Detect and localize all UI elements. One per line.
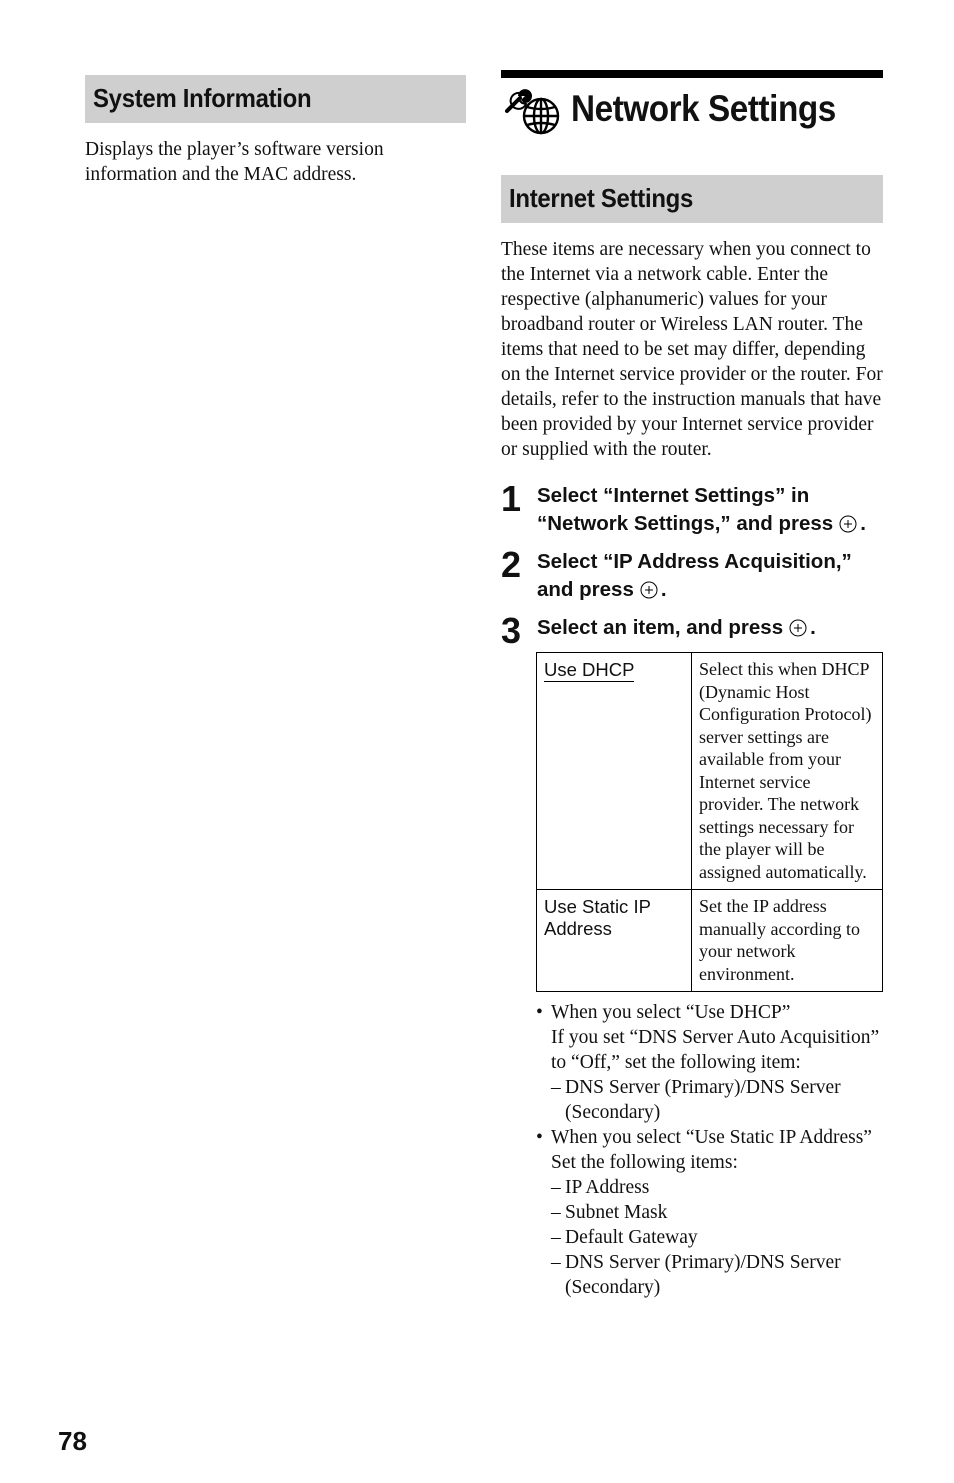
note-item: – Default Gateway <box>551 1225 883 1250</box>
system-information-body: Displays the player’s software version information and the MAC address. <box>85 139 384 185</box>
step-2 <box>501 544 883 604</box>
step-end: . <box>810 616 816 639</box>
internet-settings-intro: These items are necessary when you connect to the Internet via a network cable. Enter the respective (alphanumeric) values for your broadband router or Wireless LAN router. The items that need to be set may differ, depending on the Internet service provider or the router. For details, refer to the instruction manuals that have been provided by your Internet service provider or supplied with the router. <box>501 239 883 460</box>
note-item: – IP Address <box>551 1175 883 1200</box>
option-name-use-static-ip: Use Static IP Address <box>537 890 692 992</box>
step-text: Select an item, and press <box>537 616 784 639</box>
note-use-dhcp <box>536 1000 883 1125</box>
note-item: – DNS Server (Primary)/DNS Server (Secondary) <box>551 1250 883 1300</box>
option-desc-use-dhcp: Select this when DHCP (Dynamic Host Configuration Protocol) server settings are available from your Internet service provider. The network settings necessary for the player will be assigned automatically. <box>692 653 883 890</box>
step-number: 2 <box>501 544 522 585</box>
option-desc-use-static-ip: Set the IP address manually according to your network environment. <box>692 890 883 992</box>
enter-button-icon <box>640 581 658 599</box>
step-end: . <box>660 578 667 601</box>
step-end: . <box>860 512 866 535</box>
table-row <box>537 653 883 890</box>
note-body: If you set “DNS Server Auto Acquisition” to “Off,” set the following item: <box>551 1027 880 1073</box>
note-item: – DNS Server (Primary)/DNS Server (Secondary) <box>551 1075 883 1125</box>
step-text: Select “IP Address Acquisition,” and press <box>537 550 852 601</box>
step-3 <box>501 610 883 651</box>
note-item: – Subnet Mask <box>551 1200 883 1225</box>
right-column <box>501 70 883 1300</box>
note-body: Set the following items: <box>551 1152 738 1173</box>
notes-list <box>536 1000 883 1300</box>
step-text: Select “Internet Settings” in “Network Settings,” and press <box>537 484 834 535</box>
steps-list <box>501 478 883 651</box>
option-name-use-dhcp: Use DHCP <box>544 659 635 680</box>
step-1 <box>501 478 883 538</box>
note-heading: • When you select “Use DHCP” <box>551 1002 791 1023</box>
system-information-heading: System Information <box>85 75 466 123</box>
page-title: Network Settings <box>571 88 836 129</box>
table-row <box>537 890 883 992</box>
step-number: 3 <box>501 610 522 651</box>
page-number: 78 <box>58 1426 87 1456</box>
internet-settings-heading: Internet Settings <box>501 175 883 223</box>
left-column <box>85 75 466 187</box>
step-number: 1 <box>501 478 522 519</box>
ip-options-table <box>536 652 883 992</box>
network-settings-header <box>501 70 883 144</box>
note-heading: • When you select “Use Static IP Address” <box>551 1127 872 1148</box>
note-use-static-ip <box>536 1125 883 1300</box>
enter-button-icon <box>789 619 807 637</box>
enter-button-icon <box>839 515 857 533</box>
wrench-globe-icon <box>503 84 561 136</box>
